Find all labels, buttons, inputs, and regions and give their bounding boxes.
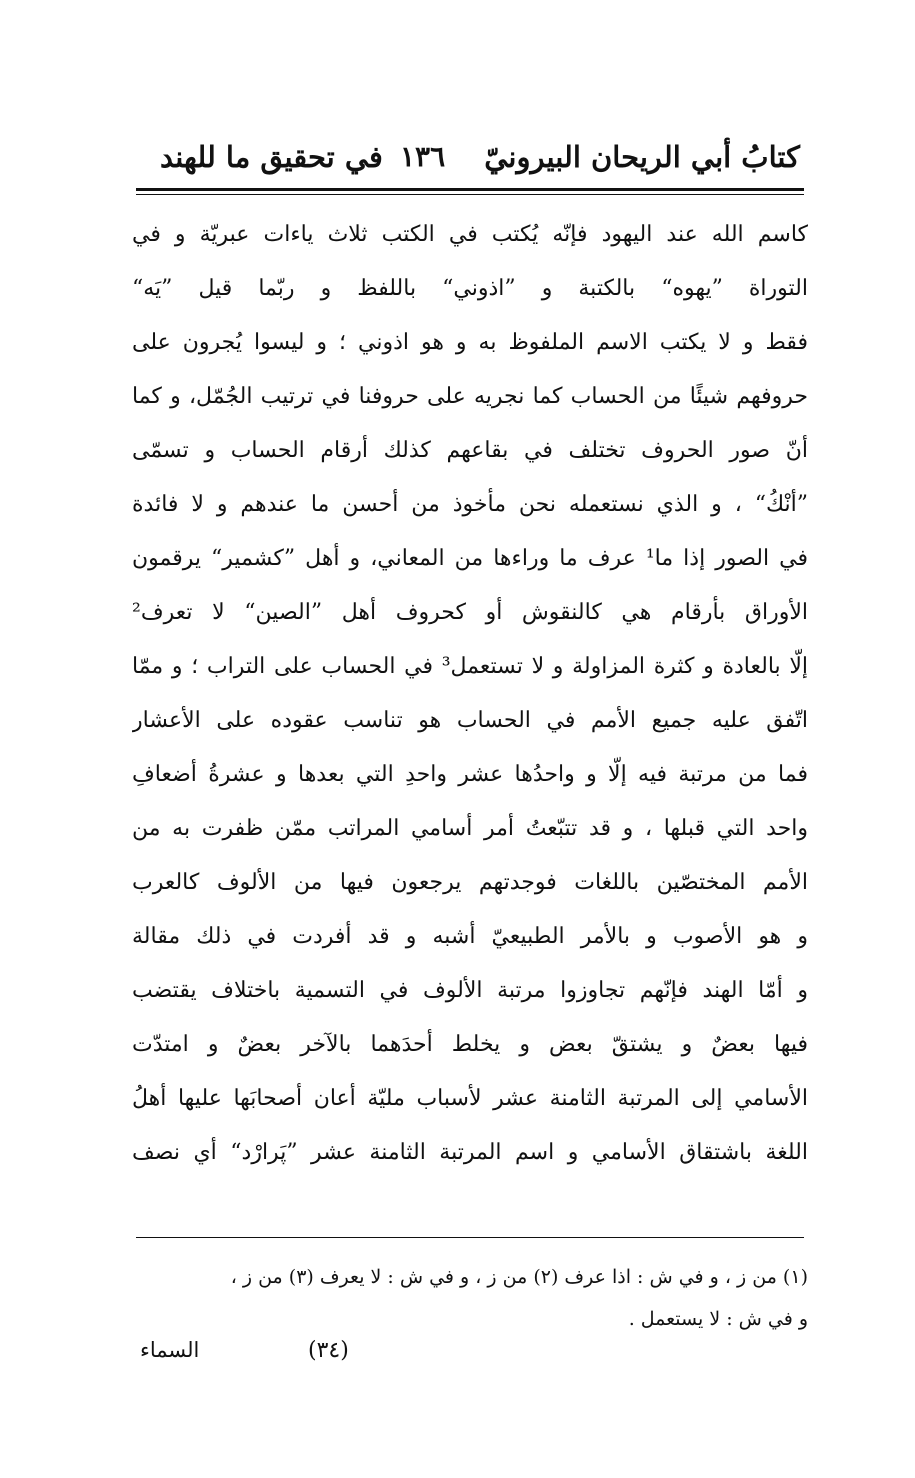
text-line: كاسم الله عند اليهود فإنّه يُكتب في الكتب ثلاث ياءات عبريّة و في xyxy=(132,222,808,247)
book-subtitle: في تحقيق ما للهند xyxy=(160,140,383,174)
text-line: اللغة باشتقاق الأسامي و اسم المرتبة الثامنة عشر ”پَرارْد“ أي نصف xyxy=(132,1140,808,1165)
text-line: فقط و لا يكتب الاسم الملفوظ به و هو اذوني ؛ و ليسوا يُجرون على xyxy=(132,330,808,355)
footnotes xyxy=(132,1256,808,1340)
body-text xyxy=(132,208,808,1180)
header-rule-thick xyxy=(136,188,804,191)
text-line: اتّفق عليه جميع الأمم في الحساب هو تناسب عقوده على الأعشار xyxy=(132,708,808,733)
page-number: ١٣٦ xyxy=(400,140,446,173)
text-line: و أمّا الهند فإنّهم تجاوزوا مرتبة الألوف في التسمية باختلاف يقتضب xyxy=(132,978,808,1003)
text-line: في الصور إذا ما¹ عرف ما وراءها من المعاني، و أهل ”كشمير“ يرقمون xyxy=(132,546,808,571)
text-line: و هو الأصوب و بالأمر الطبيعيّ أشبه و قد أفردت في ذلك مقالة xyxy=(132,924,808,949)
text-line: التوراة ”يهوه“ بالكتبة و ”اذوني“ باللفظ و ربّما قيل ”يَه“ xyxy=(132,276,808,301)
book-title: كتابُ أبي الريحان البيرونيّ xyxy=(484,140,800,174)
footnote-line: و في ش : لا يستعمل . xyxy=(628,1308,808,1330)
text-line: الأسامي إلى المرتبة الثامنة عشر لأسباب مليّة أعان أصحابَها عليها أهلُ xyxy=(132,1086,808,1111)
folio-number: (٣٤) xyxy=(308,1338,349,1363)
footnote-line: (١) من ز ، و في ش : اذا عرف (٢) من ز ، و في ش : لا يعرف (٣) من ز ، xyxy=(230,1266,808,1288)
header-rule-thin xyxy=(136,194,804,195)
text-line: أنّ صور الحروف تختلف في بقاعهم كذلك أرقام الحساب و تسمّى xyxy=(132,438,808,463)
text-line: فما من مرتبة فيه إلّا و واحدُها عشر واحدِ التي بعدها و عشرةُ أضعافِ xyxy=(132,762,808,787)
footnote-rule xyxy=(136,1237,804,1238)
text-line: فيها بعضٌ و يشتقّ بعض و يخلط أحدَهما بالآخر بعضٌ و امتدّت xyxy=(132,1032,808,1057)
text-line: واحد التي قبلها ، و قد تتبّعتُ أمر أسامي المراتب ممّن ظفرت به من xyxy=(132,816,808,841)
signature-mark: السماء xyxy=(140,1338,200,1362)
text-line: ”أنْكُ“ ، و الذي نستعمله نحن مأخوذ من أحسن ما عندهم و لا فائدة xyxy=(132,492,808,517)
text-line: حروفهم شيئًا من الحساب كما نجريه على حروفنا في ترتيب الجُمّل، و كما xyxy=(132,384,808,409)
text-line: الأوراق بأرقام هي كالنقوش أو كحروف أهل ”الصين“ لا تعرف² xyxy=(132,600,808,625)
text-line: إلّا بالعادة و كثرة المزاولة و لا تستعمل³ في الحساب على التراب ؛ و ممّا xyxy=(132,654,808,679)
text-line: الأمم المختصّين باللغات فوجدتهم يرجعون فيها من الألوف كالعرب xyxy=(132,870,808,895)
running-head xyxy=(160,140,800,180)
